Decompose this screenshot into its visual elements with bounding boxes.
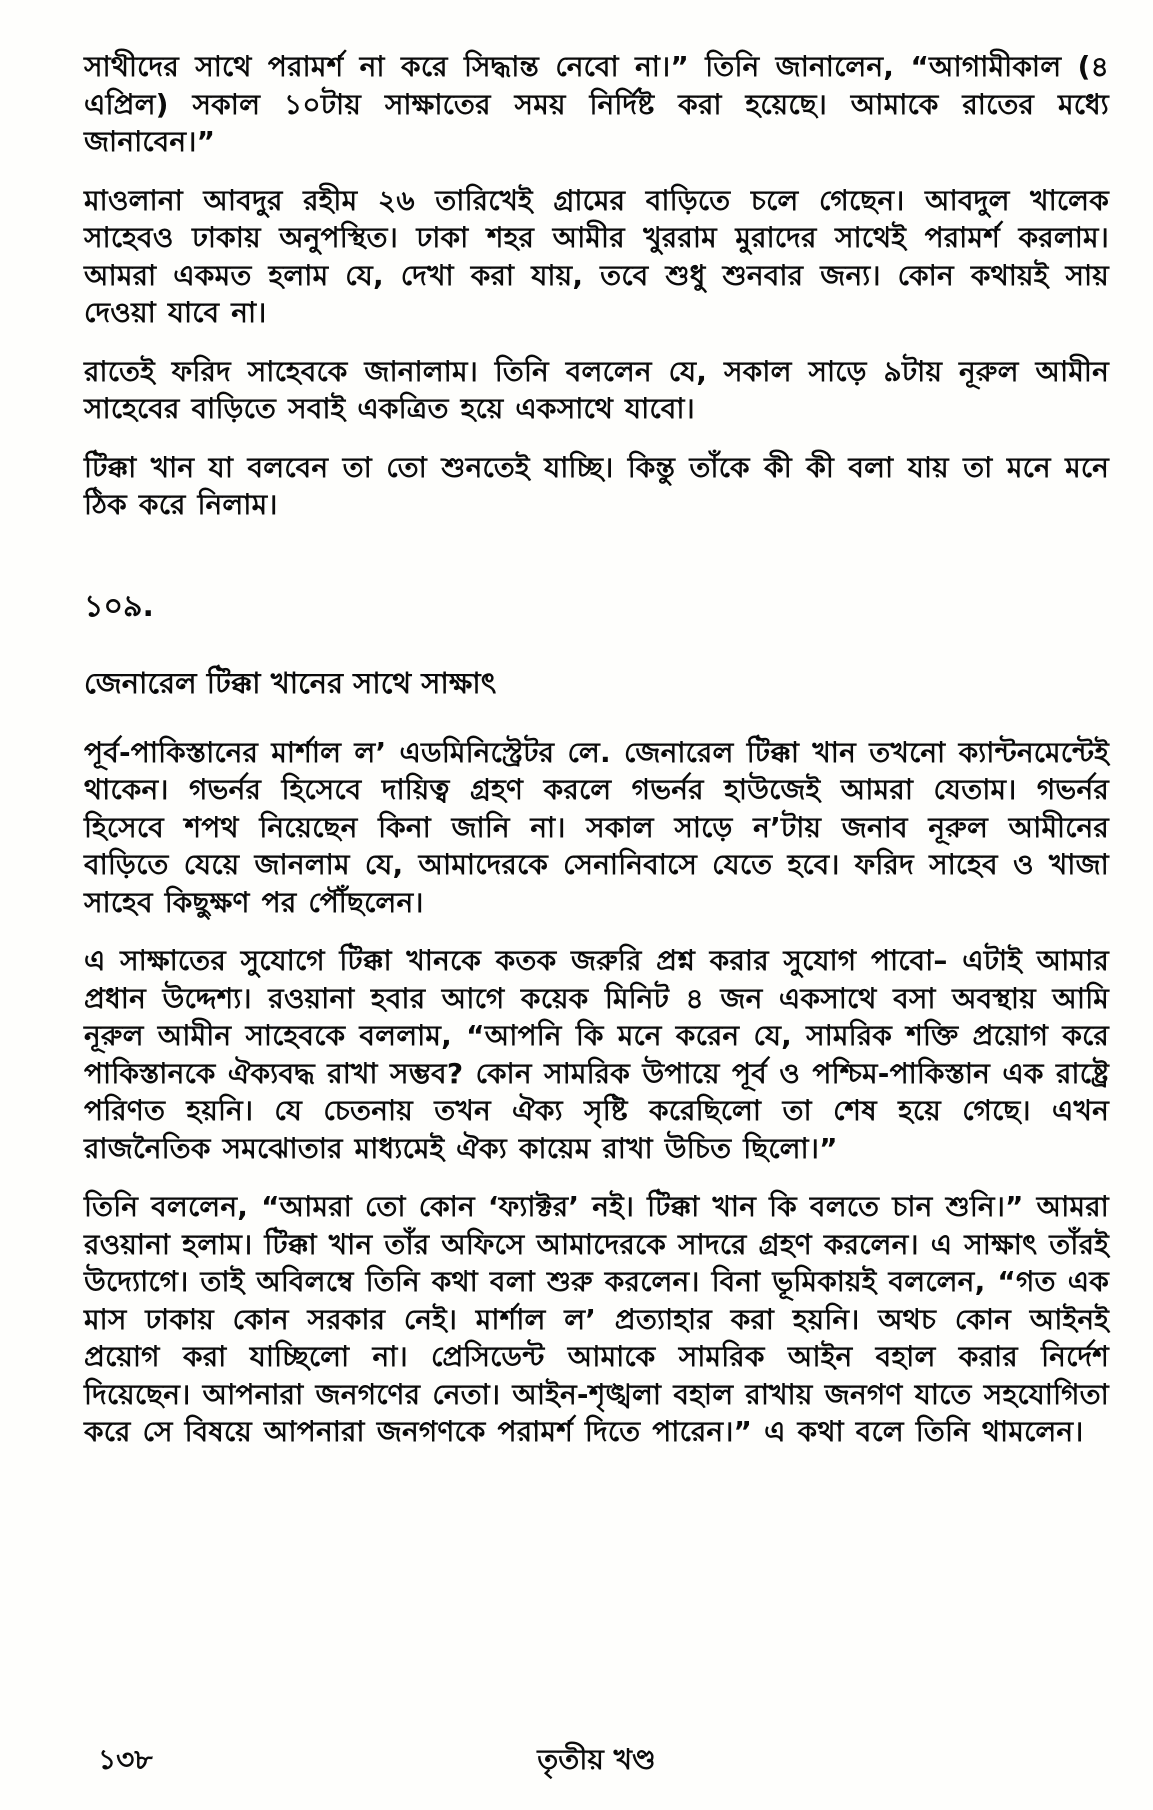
page-number: ১৩৮ [98, 1743, 153, 1776]
page-footer [84, 1738, 1109, 1782]
text-column [84, 48, 1109, 1472]
section-title: জেনারেল টিক্কা খানের সাথে সাক্ষাৎ [84, 665, 497, 700]
paragraph: টিক্কা খান যা বলবেন তা তো শুনতেই যাচ্ছি। কিন্তু তাঁকে কী কী বলা যায় তা মনে মনে ঠিক করে নিলাম। [84, 450, 1109, 522]
volume-label: তৃতীয় খণ্ড [537, 1743, 656, 1776]
paragraph: পূর্ব-পাকিস্তানের মার্শাল ল’ এডমিনিস্ট্রেটর লে. জেনারেল টিক্কা খান তখনো ক্যান্টনমেন্টেই থাকেন। গভর্নর হিসেবে দায়িত্ব গ্রহণ করলে গভর্নর হাউজেই আমরা যেতাম। গভর্নর হিসেবে শপথ নিয়েছেন কিনা জানি না। সকাল সাড়ে ন’টায় জনাব নূরুল আমীনের বাড়িতে যেয়ে জানলাম যে, আমাদেরকে সেনানিবাসে যেতে হবে। ফরিদ সাহেব ও খাজা সাহেব কিছুক্ষণ পর পৌঁছলেন। [84, 735, 1109, 919]
paragraph: এ সাক্ষাতের সুযোগে টিক্কা খানকে কতক জরুরি প্রশ্ন করার সুযোগ পাবো– এটাই আমার প্রধান উদ্দেশ্য। রওয়ানা হবার আগে কয়েক মিনিট ৪ জন একসাথে বসা অবস্থায় আমি নূরুল আমীন সাহেবকে বললাম, “আপনি কি মনে করেন যে, সামরিক শক্তি প্রয়োগ করে পাকিস্তানকে ঐক্যবদ্ধ রাখা সম্ভব? কোন সামরিক উপায়ে পূর্ব ও পশ্চিম-পাকিস্তান এক রাষ্ট্রে পরিণত হয়নি। যে চেতনায় তখন ঐক্য সৃষ্টি করেছিলো তা শেষ হয়ে গেছে। এখন রাজনৈতিক সমঝোতার মাধ্যমেই ঐক্য কায়েম রাখা উচিত ছিলো।” [84, 944, 1109, 1165]
paragraph: মাওলানা আবদুর রহীম ২৬ তারিখেই গ্রামের বাড়িতে চলে গেছেন। আবদুল খালেক সাহেবও ঢাকায় অনুপস্থিত। ঢাকা শহর আমীর খুররাম মুরাদের সাথেই পরামর্শ করলাম। আমরা একমত হলাম যে, দেখা করা যায়, তবে শুধু শুনবার জন্য। কোন কথায়ই সায় দেওয়া যাবে না। [84, 183, 1109, 330]
paragraph: তিনি বললেন, “আমরা তো কোন ‘ফ্যাক্টর’ নই। টিক্কা খান কি বলতে চান শুনি।” আমরা রওয়ানা হলাম। টিক্কা খান তাঁর অফিসে আমাদেরকে সাদরে গ্রহণ করলেন। এ সাক্ষাৎ তাঁরই উদ্যোগে। তাই অবিলম্বে তিনি কথা বলা শুরু করলেন। বিনা ভূমিকায়ই বললেন, “গত এক মাস ঢাকায় কোন সরকার নেই। মার্শাল ল’ প্রত্যাহার করা হয়নি। অথচ কোন আইনই প্রয়োগ করা যাচ্ছিলো না। প্রেসিডেন্ট আমাকে সামরিক আইন বহাল করার নির্দেশ দিয়েছেন। আপনারা জনগণের নেতা। আইন-শৃঙ্খলা বহাল রাখায় জনগণ যাতে সহযোগিতা করে সে বিষয়ে আপনারা জনগণকে পরামর্শ দিতে পারেন।” এ কথা বলে তিনি থামলেন। [84, 1190, 1109, 1449]
paragraph: রাতেই ফরিদ সাহেবকে জানালাম। তিনি বললেন যে, সকাল সাড়ে ৯টায় নূরুল আমীন সাহেবের বাড়িতে সবাই একত্রিত হয়ে একসাথে যাবো। [84, 354, 1109, 426]
section-number: ১০৯. [84, 588, 154, 624]
section [84, 582, 1109, 1451]
paragraph: সাথীদের সাথে পরামর্শ না করে সিদ্ধান্ত নেবো না।” তিনি জানালেন, “আগামীকাল (৪ এপ্রিল) সকাল ১০টায় সাক্ষাতের সময় নির্দিষ্ট করা হয়েছে। আমাকে রাতের মধ্যে জানাবেন।” [84, 50, 1109, 159]
